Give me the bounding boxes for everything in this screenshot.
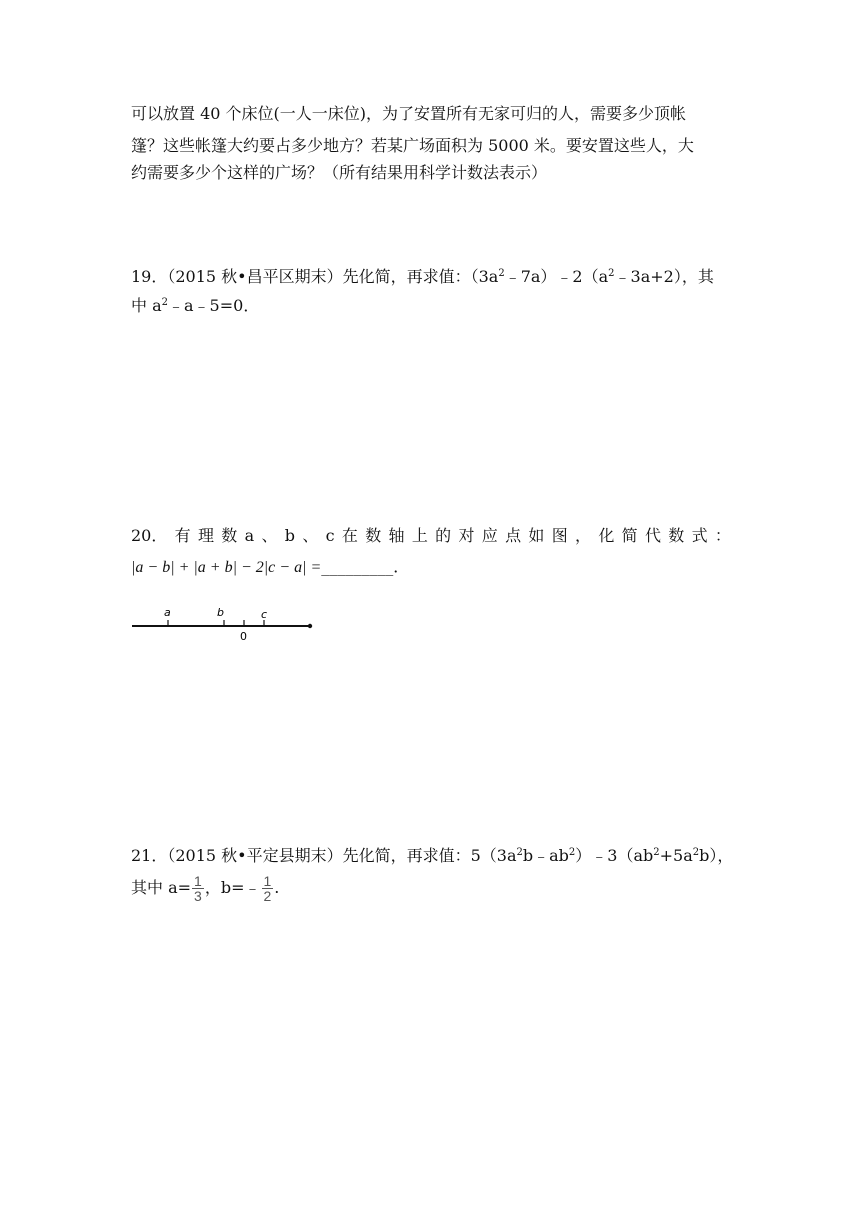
q20-word: ， xyxy=(575,526,592,545)
label-b: b xyxy=(217,606,224,619)
q19-text: 19．（2015 秋•昌平区期末）先化简，再求值：（3a xyxy=(131,267,499,286)
q20-word: 有 xyxy=(174,526,191,545)
q20-expression: |a − b| + |a + b| − 2|c − a| = xyxy=(131,559,322,576)
fraction-b-denominator: 2 xyxy=(263,888,272,904)
q21-line-1 xyxy=(131,846,733,866)
q20-word: 在 xyxy=(341,526,358,545)
q19-exp: 2 xyxy=(608,268,615,279)
label-0: 0 xyxy=(240,630,247,643)
q20-word: 图 xyxy=(551,526,568,545)
q19-line-1 xyxy=(131,267,714,287)
q19-exp: 2 xyxy=(161,297,169,308)
q18-line-2: 篷？这些帐篷大约要占多少地方？若某广场面积为 5000 米。要安置这些人，大 xyxy=(131,136,694,155)
q20-word: a xyxy=(244,526,255,545)
q19-text: ﹣a﹣5=0． xyxy=(168,296,260,315)
q21-text: b）， xyxy=(699,846,734,865)
number-line-arrow xyxy=(308,624,312,628)
q19-line-2 xyxy=(131,296,259,316)
q19-text: ﹣7a）﹣2（a xyxy=(504,267,609,286)
q18-line-1: 可以放置 40 个床位(一人一床位)，为了安置所有无家可归的人，需要多少顶帐 xyxy=(131,104,687,123)
q20-word: 对 xyxy=(458,526,475,545)
q20-line-2 xyxy=(131,557,409,578)
q20-word: 代 xyxy=(644,526,661,545)
q20-word: 简 xyxy=(621,526,638,545)
fraction-a xyxy=(192,874,204,903)
q21-text: ）﹣3（ab xyxy=(575,846,654,865)
q21-exp: 2 xyxy=(692,847,700,858)
q21-text: 其中 a= xyxy=(131,878,192,897)
q21-text: +5a xyxy=(659,846,693,865)
fraction-a-numerator: 1 xyxy=(194,873,202,889)
q21-text: . xyxy=(274,878,280,897)
q20-word: 的 xyxy=(435,526,452,545)
q20-line-1 xyxy=(131,526,731,546)
q21-text: 21．（2015 秋•平定县期末）先化简，再求值：5（3a xyxy=(131,846,517,865)
label-a: a xyxy=(164,606,171,619)
q21-exp: 2 xyxy=(568,847,576,858)
q21-exp: 2 xyxy=(516,847,523,858)
q20-word: 理 xyxy=(197,526,214,545)
fraction-b xyxy=(262,874,274,903)
q20-answer-blank: _________． xyxy=(321,557,410,576)
q20-word: 、 xyxy=(302,526,319,545)
number-line-figure xyxy=(128,600,318,648)
q20-word: 、 xyxy=(261,526,278,545)
label-c: c xyxy=(261,608,268,621)
q20-word: 式 xyxy=(691,526,708,545)
q21-exp: 2 xyxy=(653,847,660,858)
q21-line-2 xyxy=(131,872,279,904)
q20-word: 如 xyxy=(528,526,545,545)
q19-text: ﹣3a+2），其 xyxy=(614,267,714,286)
fraction-a-denominator: 3 xyxy=(194,888,202,904)
q19-text: 中 a xyxy=(131,296,162,315)
q20-word: 数 xyxy=(668,526,685,545)
q20-word: 数 xyxy=(221,526,238,545)
q20-word: b xyxy=(284,526,296,545)
q20-word: 化 xyxy=(598,526,615,545)
fraction-b-numerator: 1 xyxy=(263,873,272,889)
q21-text: ，b=﹣ xyxy=(204,878,261,897)
q18-line-3: 约需要多少个这样的广场？（所有结果用科学计数法表示） xyxy=(131,163,548,182)
q20-word: ： xyxy=(714,526,731,545)
q20-word: 应 xyxy=(481,526,498,545)
q20-word: 上 xyxy=(411,526,428,545)
q20-word: 轴 xyxy=(388,526,405,545)
q20-word: 点 xyxy=(505,526,522,545)
q21-text: b﹣ab xyxy=(522,846,569,865)
q20-word: 20． xyxy=(131,526,168,545)
q20-word: c xyxy=(325,526,335,545)
q19-exp: 2 xyxy=(498,268,505,279)
q20-word: 数 xyxy=(365,526,382,545)
